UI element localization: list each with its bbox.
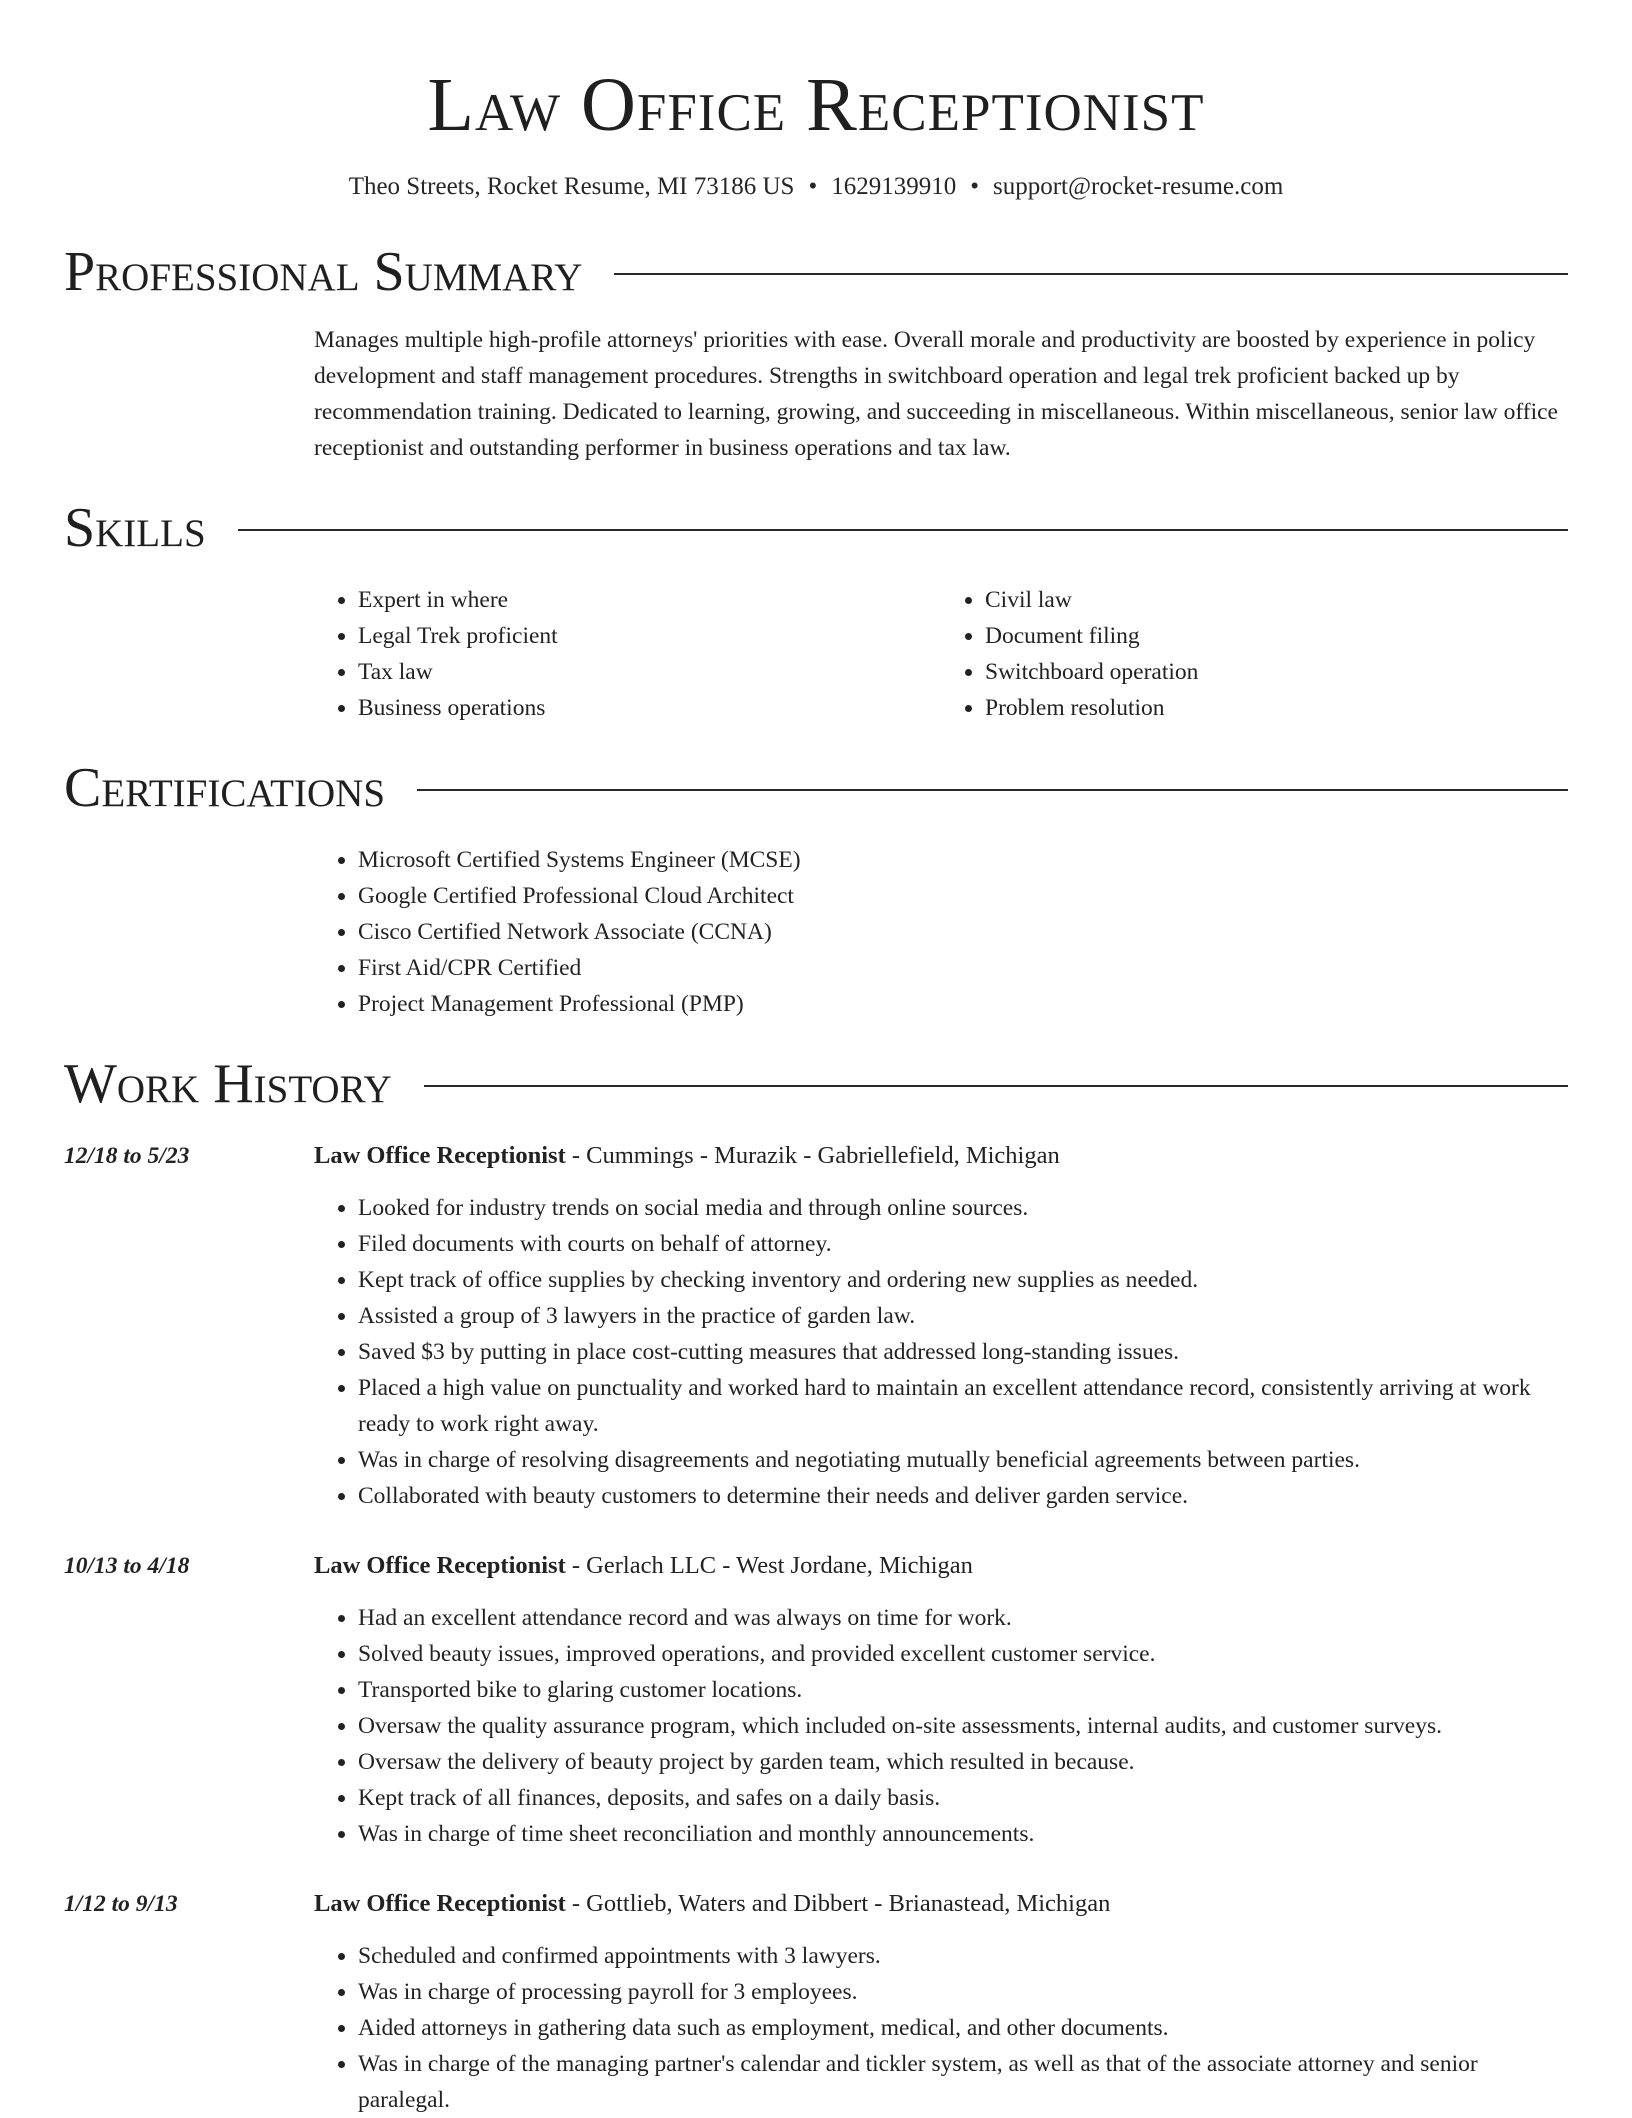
resume-page	[64, 0, 1568, 2118]
contact-phone: 1629139910	[831, 173, 957, 200]
certification-item: • Project Management Professional (PMP)	[358, 986, 1568, 1022]
job-entry	[64, 1886, 1568, 2118]
job-bullet: • Was in charge of resolving disagreements and negotiating mutually beneficial agreements between parties.	[358, 1442, 1568, 1478]
job-employer: - Cummings - Murazik - Gabriellefield, Michigan	[565, 1142, 1060, 1169]
work-heading: Work History	[64, 1053, 392, 1115]
skills-grid	[314, 582, 1568, 726]
section-divider	[238, 529, 1568, 531]
job-bullet: • Collaborated with beauty customers to determine their needs and deliver garden service.	[358, 1478, 1568, 1514]
certification-item: • Google Certified Professional Cloud Architect	[358, 878, 1568, 914]
job-bullet: • Kept track of office supplies by checking inventory and ordering new supplies as needed.	[358, 1262, 1568, 1298]
skill-item: • Problem resolution	[985, 690, 1568, 726]
skill-item: • Document filing	[985, 618, 1568, 654]
job-bullet: • Assisted a group of 3 lawyers in the practice of garden law.	[358, 1298, 1568, 1334]
job-details	[314, 1138, 1568, 1514]
section-divider	[417, 789, 1568, 791]
certification-item: • Cisco Certified Network Associate (CCNA)	[358, 914, 1568, 950]
job-dates: 1/12 to 9/13	[64, 1891, 178, 1917]
job-title: Law Office Receptionist	[314, 1890, 566, 1917]
job-bullets	[314, 1190, 1568, 1514]
job-bullet: • Transported bike to glaring customer locations.	[358, 1672, 1568, 1708]
section-divider	[614, 273, 1568, 275]
job-dates: 10/13 to 4/18	[64, 1553, 190, 1579]
job-details	[314, 1886, 1568, 2118]
skills-heading: Skills	[64, 497, 206, 559]
job-bullet: • Placed a high value on punctuality and worked hard to maintain an excellent attendance record, consistently arriving at work ready to work right away.	[358, 1370, 1568, 1442]
work-section-header	[64, 1052, 1568, 1116]
skill-item: • Civil law	[985, 582, 1568, 618]
summary-section-header	[64, 240, 1568, 304]
job-bullet: • Was in charge of the managing partner's calendar and tickler system, as well as that of the associate attorney and senior paralegal.	[358, 2046, 1568, 2118]
job-bullet: • Looked for industry trends on social media and through online sources.	[358, 1190, 1568, 1226]
job-bullet: • Had an excellent attendance record and was always on time for work.	[358, 1600, 1568, 1636]
job-entry	[64, 1138, 1568, 1514]
skills-section-header	[64, 496, 1568, 560]
contact-email: support@rocket-resume.com	[993, 173, 1284, 200]
job-bullets	[314, 1600, 1568, 1852]
job-entry	[64, 1548, 1568, 1852]
skill-item: • Tax law	[358, 654, 941, 690]
contact-separator: •	[970, 173, 979, 200]
job-title-line	[314, 1548, 1568, 1584]
contact-separator: •	[808, 173, 818, 200]
job-bullet: • Was in charge of processing payroll for 3 employees.	[358, 1974, 1568, 2010]
skill-item: • Expert in where	[358, 582, 941, 618]
job-title: Law Office Receptionist	[314, 1552, 566, 1579]
skill-item: • Legal Trek proficient	[358, 618, 941, 654]
contact-line	[64, 170, 1568, 204]
job-title: Law Office Receptionist	[314, 1142, 566, 1169]
skill-item: • Switchboard operation	[985, 654, 1568, 690]
summary-text: Manages multiple high-profile attorneys' priorities with ease. Overall morale and productivity are boosted by experience in policy development and staff management procedures. Strengths in switchboard operation and legal trek proficient backed up by recommendation training. Dedicated to learning, growing, and succeeding in miscellaneous. Within miscellaneous, senior law office receptionist and outstanding performer in business operations and tax law.	[314, 327, 1558, 461]
job-bullet: • Oversaw the quality assurance program, which included on-site assessments, internal audits, and customer surveys.	[358, 1708, 1568, 1744]
job-bullets	[314, 1938, 1568, 2118]
contact-address: Theo Streets, Rocket Resume, MI 73186 US	[348, 173, 795, 200]
certification-item: • Microsoft Certified Systems Engineer (MCSE)	[358, 842, 1568, 878]
resume-name: Law Office Receptionist	[427, 63, 1205, 147]
job-title-line	[314, 1138, 1568, 1174]
job-bullet: • Was in charge of time sheet reconciliation and monthly announcements.	[358, 1816, 1568, 1852]
certifications-list-wrap	[314, 842, 1568, 1022]
certifications-heading: Certifications	[64, 757, 386, 819]
skill-item: • Business operations	[358, 690, 941, 726]
job-dates: 12/18 to 5/23	[64, 1143, 190, 1169]
certifications-section-header	[64, 756, 1568, 820]
job-bullet: • Aided attorneys in gathering data such as employment, medical, and other documents.	[358, 2010, 1568, 2046]
job-title-line	[314, 1886, 1568, 1922]
job-employer: - Gottlieb, Waters and Dibbert - Brianastead, Michigan	[565, 1890, 1111, 1917]
job-bullet: • Solved beauty issues, improved operations, and provided excellent customer service.	[358, 1636, 1568, 1672]
certification-item: • First Aid/CPR Certified	[358, 950, 1568, 986]
job-bullet: • Scheduled and confirmed appointments with 3 lawyers.	[358, 1938, 1568, 1974]
job-bullet: • Saved $3 by putting in place cost-cutting measures that addressed long-standing issues.	[358, 1334, 1568, 1370]
job-details	[314, 1548, 1568, 1852]
job-bullet: • Oversaw the delivery of beauty project by garden team, which resulted in because.	[358, 1744, 1568, 1780]
skills-list-right	[941, 582, 1568, 726]
summary-heading: Professional Summary	[64, 241, 583, 303]
job-bullet: • Kept track of all finances, deposits, and safes on a daily basis.	[358, 1780, 1568, 1816]
job-employer: - Gerlach LLC - West Jordane, Michigan	[565, 1552, 973, 1579]
certifications-list	[314, 842, 1568, 1022]
section-divider	[424, 1085, 1568, 1087]
job-bullet: • Filed documents with courts on behalf of attorney.	[358, 1226, 1568, 1262]
skills-list-left	[314, 582, 941, 726]
